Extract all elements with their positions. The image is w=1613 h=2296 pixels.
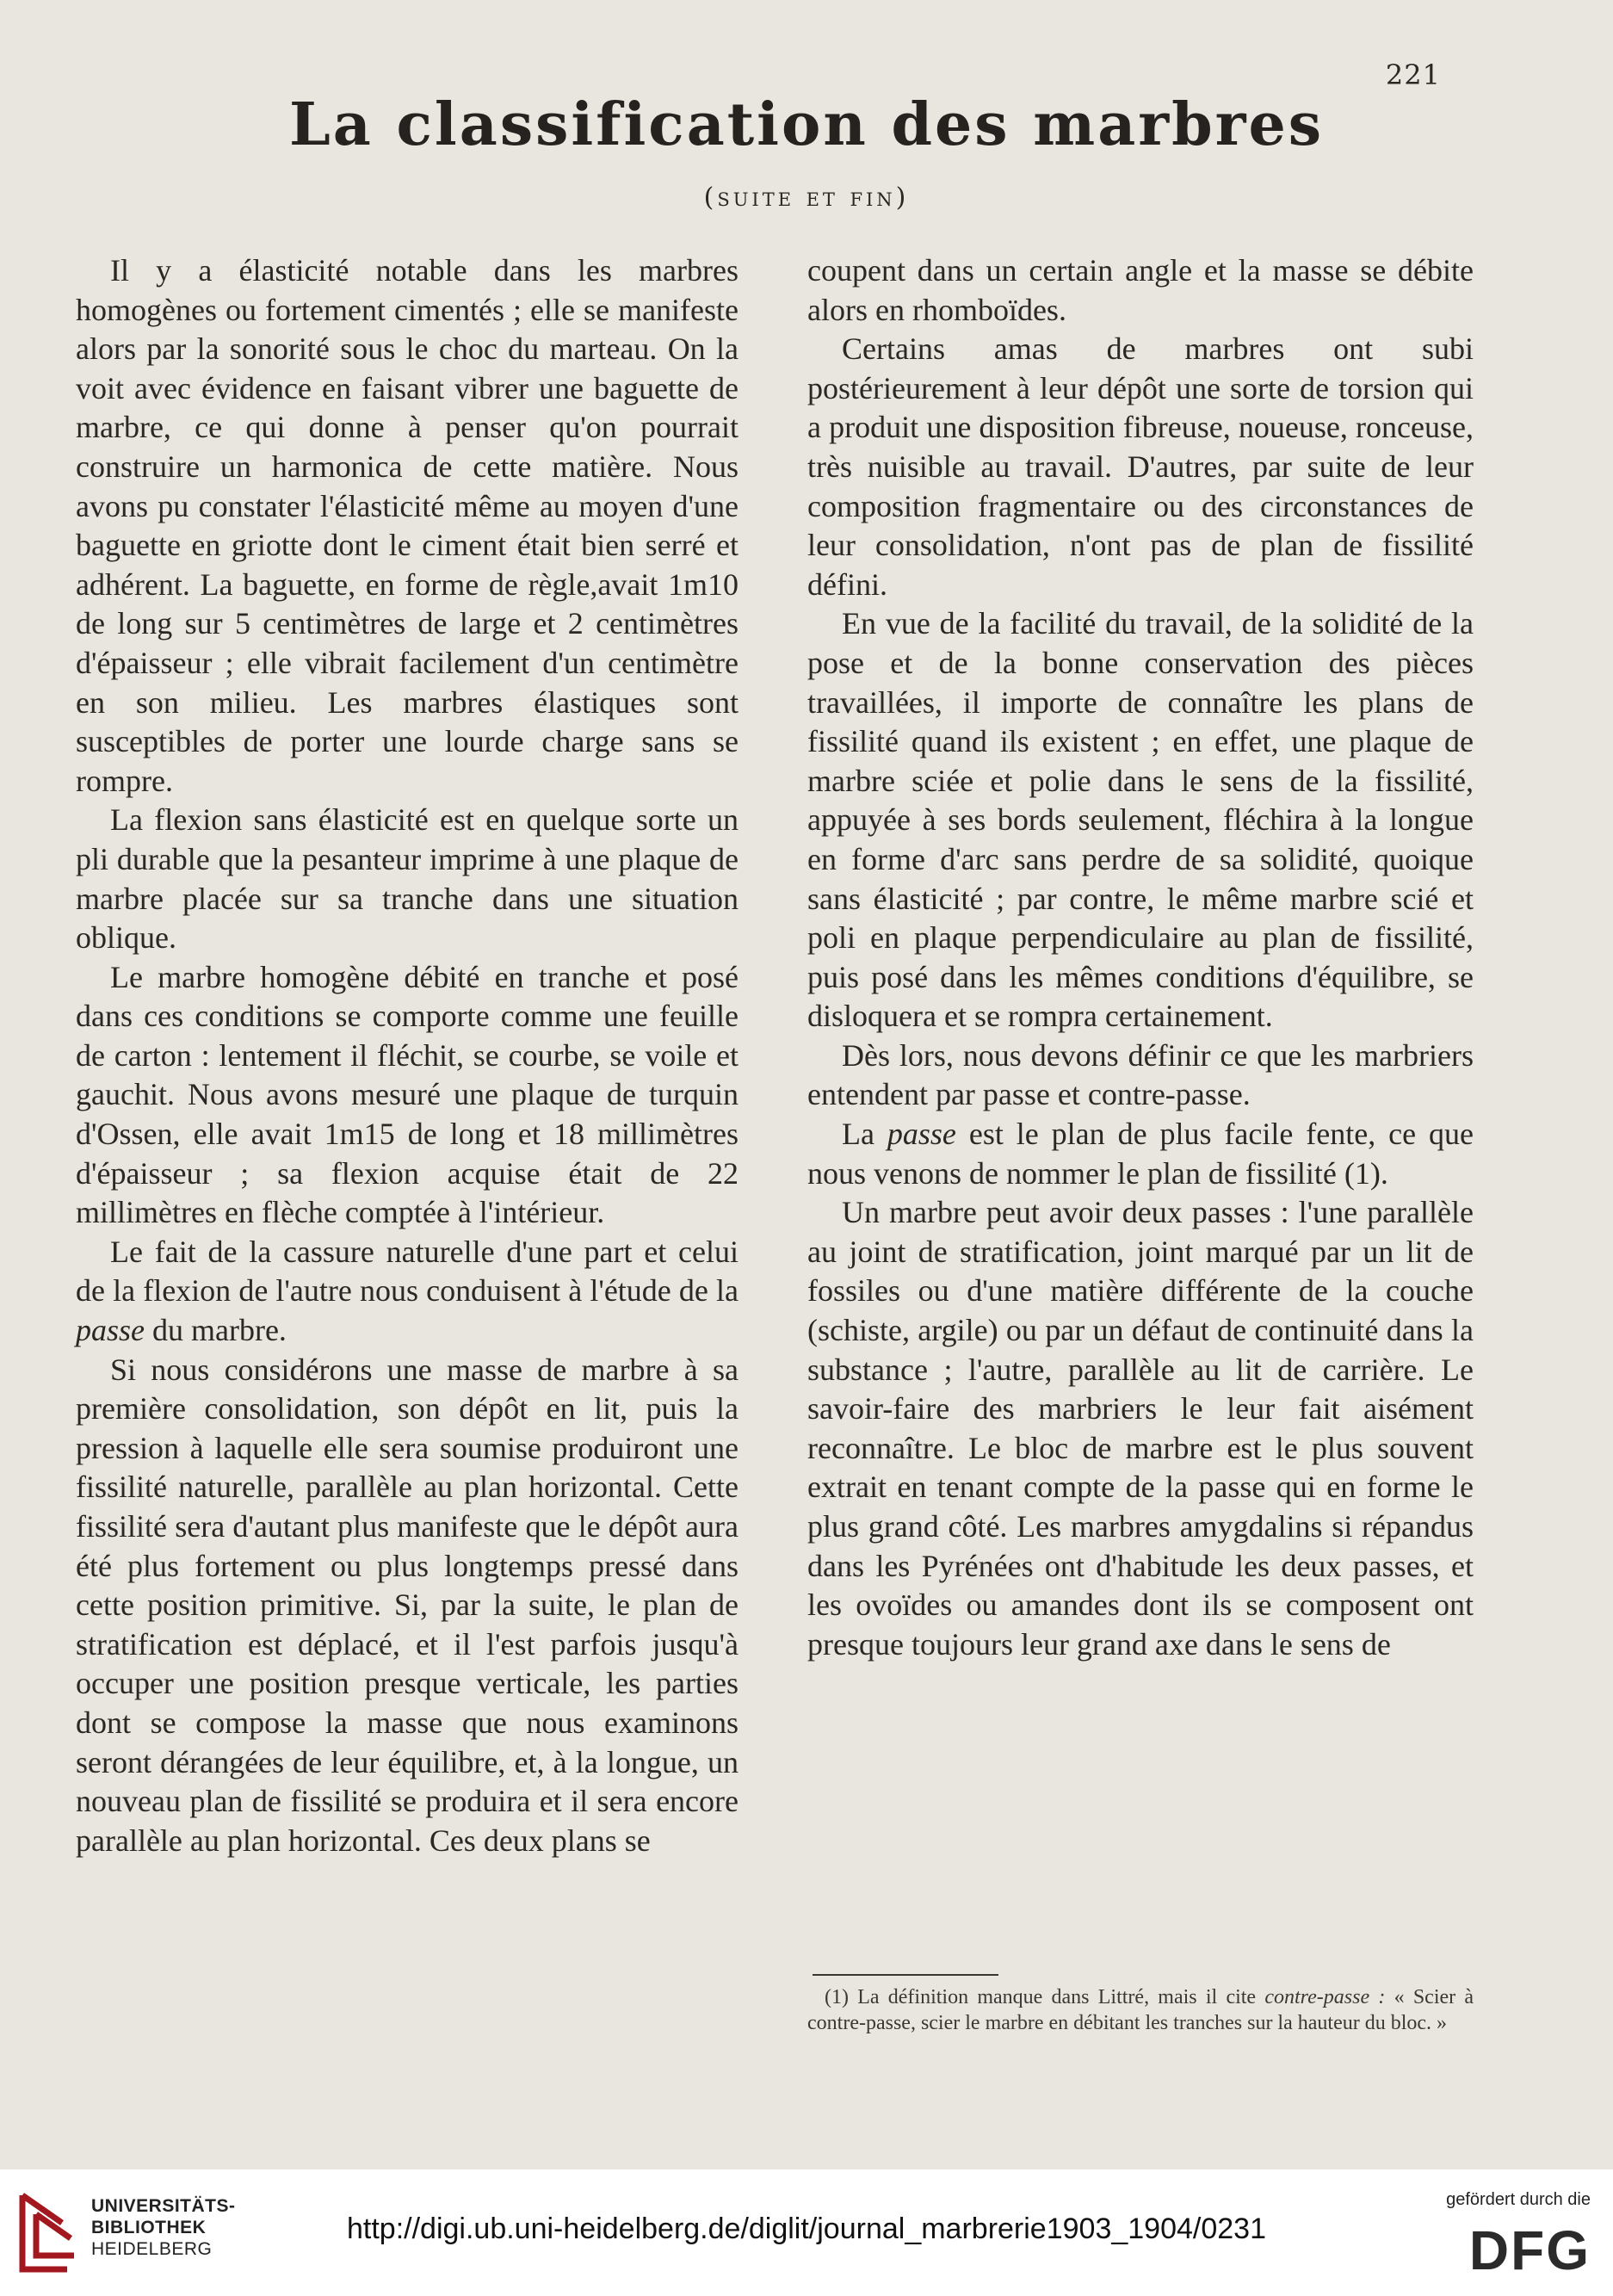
dfg-logo: DFG	[1468, 2219, 1591, 2281]
library-name-line: HEIDELBERG	[91, 2239, 213, 2259]
footnote-quote: « Scier à contre-passe, scier le marbre en débitant les tranches sur la hauteur du bloc. »	[807, 1986, 1474, 2034]
paragraph: Si nous considérons une masse de marbre à sa première consolidation, son dépôt en lit, puis la pression à laquelle elle sera soumise produiront une fissilité naturelle, parallèle au plan horizontal. Cette fissilité sera d'autant plus manifeste que le dépôt aura été plus fortement ou plus longtemps pressé dans cette position primitive. Si, par la suite, le plan de stratification est déplacé, et il l'est parfois jusqu'à occuper une position presque verticale, les parties dont se compose la masse que nous examinons seront dérangées de leur équilibre, et, à la longue, un nouveau plan de fissilité se produira et il sera encore parallèle au plan horizontal. Ces deux plans se	[76, 1352, 739, 1858]
page-number: 221	[1385, 59, 1441, 91]
article-title: La classification des marbres	[288, 90, 1325, 159]
paragraph	[807, 1115, 1474, 1193]
footnote	[807, 1984, 1474, 2036]
text-run: du marbre.	[152, 1313, 287, 1348]
paragraph: Un marbre peut avoir deux passes : l'une parallèle au joint de stratification, joint marqué par un lit de fossiles ou d'une matière différente de la couche (schiste, argile) ou par un défaut de continuité dans la substance ; l'autre, parallèle au lit de carrière. Le savoir-faire des marbriers le leur fait aisément reconnaître. Le bloc de marbre est le plus souvent extrait en tenant compte de la passe qui en forme le plus grand côté. Les marbres amygdalins si répandus dans les Pyrénées ont d'habitude les deux passes, et les ovoïdes ou amandes dont ils se composent ont presque toujours leur grand axe dans le sens de	[807, 1195, 1474, 1662]
source-url-link[interactable]: http://digi.ub.uni-heidelberg.de/diglit/journal_marbrerie1903_1904/0231	[347, 2212, 1266, 2245]
paragraph: La flexion sans élasticité est en quelque sorte un pli durable que la pesanteur imprime à une plaque de marbre placée sur sa tranche dans une situation oblique.	[76, 802, 739, 956]
footnote-text	[807, 1984, 1474, 2036]
paragraph: Il y a élasticité notable dans les marbres homogènes ou fortement cimentés ; elle se manifeste alors par la sonorité sous le choc du marteau. On la voit avec évidence en faisant vibrer une baguette de marbre, ce qui donne à penser qu'on pourrait construire un harmonica de cette matière. Nous avons pu constater l'élasticité même au moyen d'une baguette en griotte dont le ciment était bien serré et adhérent. La baguette, en forme de règle,avait 1m10 de long sur 5 centimètres de large et 2 centimètres d'épaisseur ; elle vibrait facilement d'un centimètre en son milieu. Les marbres élastiques sont susceptibles de porter une lourde charge sans se rompre.	[76, 253, 739, 798]
library-name-line: UNIVERSITÄTS-	[91, 2196, 236, 2216]
italic-term: passe	[76, 1313, 145, 1348]
text-run: La	[842, 1117, 874, 1152]
footnote-term: contre-passe :	[1264, 1986, 1386, 2008]
right-column	[807, 251, 1474, 1664]
footer-bar	[0, 2169, 1613, 2296]
paragraph: Certains amas de marbres ont subi postérieurement à leur dépôt une sorte de torsion qui a produit une disposition fibreuse, noueuse, ronceuse, très nuisible au travail. D'autres, par suite de leur composition fragmentaire ou des circonstances de leur consolidation, n'ont pas de plan de fissilité défini.	[807, 331, 1474, 602]
article-subtitle: (suite et fin)	[703, 183, 910, 213]
footnote-rule	[813, 1974, 998, 1976]
italic-term: passe	[887, 1117, 956, 1152]
text-run: est le plan de plus facile fente, ce que nous venons de nommer le plan de fissilité (1).	[807, 1117, 1474, 1191]
paragraph	[76, 1233, 739, 1351]
paragraph: Dès lors, nous devons définir ce que les marbriers entendent par passe et contre-passe.	[807, 1037, 1474, 1112]
left-column	[76, 251, 739, 1860]
paragraph: coupent dans un certain angle et la masse se débite alors en rhomboïdes.	[807, 253, 1474, 327]
paragraph: En vue de la facilité du travail, de la solidité de la pose et de la bonne conservation des pièces travaillées, il importe de connaître les plans de fissilité quand ils existent ; en effet, une plaque de marbre sciée et polie dans le sens de la fissilité, appuyée à ses bords seulement, fléchira à la longue en forme d'arc sans perdre de sa solidité, quoique sans élasticité ; par contre, le même marbre scié et poli en plaque perpendiculaire au plan de fissilité, puis posé dans les mêmes conditions d'équilibre, se disloquera et se rompra certainement.	[807, 606, 1474, 1034]
funder-label: gefördert durch die	[1446, 2190, 1591, 2209]
text-run: Le fait de la cassure naturelle d'une part et celui de la flexion de l'autre nous conduisent à l'étude de la	[76, 1234, 739, 1309]
footnote-lead: (1) La définition manque dans Littré, mais il cite	[825, 1986, 1257, 2008]
paragraph: Le marbre homogène débité en tranche et posé dans ces conditions se comporte comme une feuille de carton : lentement il fléchit, se courbe, se voile et gauchit. Nous avons mesuré une plaque de turquin d'Ossen, elle avait 1m15 de long et 18 millimètres d'épaisseur ; sa flexion acquise était de 22 millimètres en flèche comptée à l'intérieur.	[76, 959, 739, 1230]
library-name-line: BIBLIOTHEK	[91, 2218, 207, 2237]
